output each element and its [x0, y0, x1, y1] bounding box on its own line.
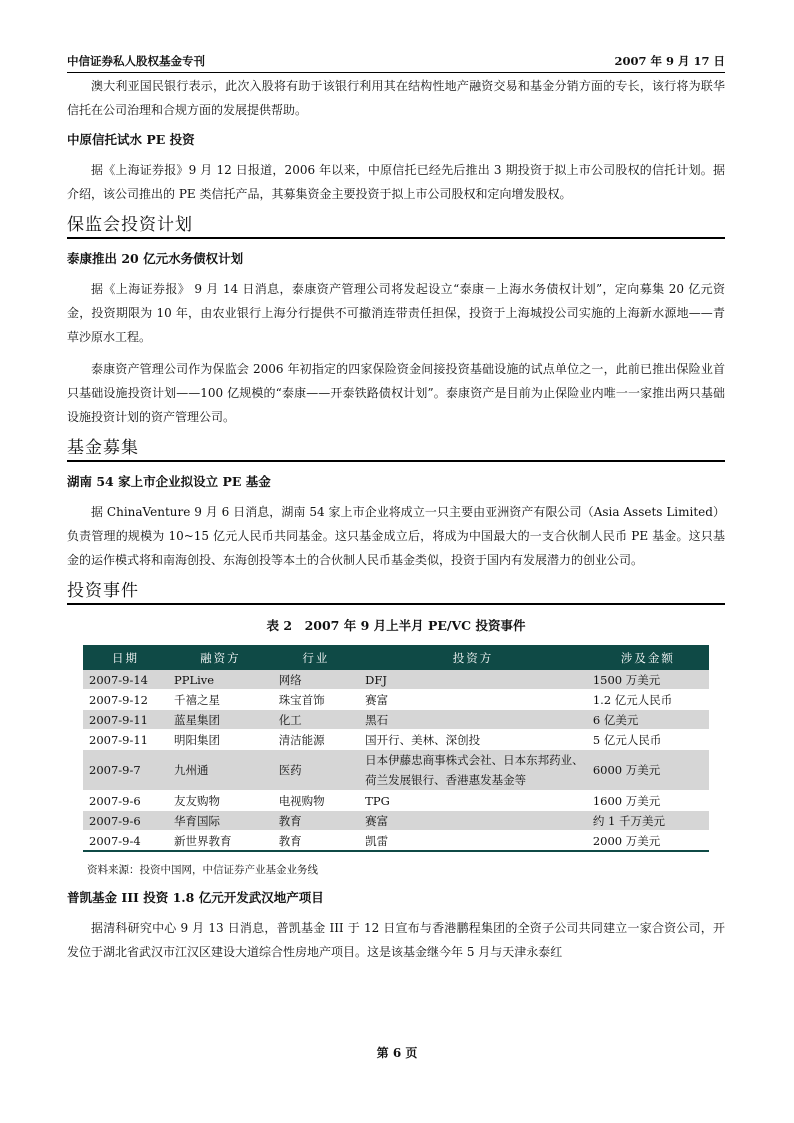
- column-header-date: 日期: [83, 645, 168, 670]
- cell-company: PPLive: [168, 670, 273, 690]
- table-row: [83, 811, 709, 831]
- table-row: [83, 710, 709, 730]
- header-title: 中信证券私人股权基金专刊: [67, 54, 205, 68]
- table-caption: 表 2 2007 年 9 月上半月 PE/VC 投资事件: [266, 618, 526, 633]
- cell-amount: 5 亿元人民币: [587, 730, 709, 750]
- paragraph-taikang-1: 据《上海证券报》 9 月 14 日消息，泰康资产管理公司将发起设立“泰康－上海水务债权计划”，定向募集 20 亿元资金，投资期限为 10 年，由农业银行上海分行提供不可撤消连带责任担保，投资于上海城投公司实施的上海新水源地——青草沙原水工程。: [67, 282, 725, 344]
- paragraph-hunan: 据 ChinaVenture 9 月 6 日消息，湖南 54 家上市企业将成立一只主要由亚洲资产有限公司（Asia Assets Limited）负责管理的规模为 10~15 亿元人民币共同基金。这只基金成立后，将成为中国最大的一支合伙制人民币 PE 基金。这只基金的运作模式将和南海创投、东海创投等本土的合伙制人民币基金类似，投资于国内有发展潜力的创业公司。: [67, 505, 725, 567]
- cell-amount: 1.2 亿元人民币: [587, 690, 709, 710]
- cell-industry: 教育: [273, 831, 359, 852]
- cell-investor: 凯雷: [359, 831, 587, 852]
- cell-investor: TPG: [359, 791, 587, 811]
- paragraph-puhkai: 据清科研究中心 9 月 13 日消息，普凯基金 III 于 12 日宣布与香港鹏程集团的全资子公司共同建立一家合资公司，开发位于湖北省武汉市江汉区建设大道综合性房地产项目。这是该基金继今年 5 月与天津永泰红: [67, 921, 725, 959]
- cell-amount: 约 1 千万美元: [587, 811, 709, 831]
- page-number: 第 6 页: [376, 1046, 418, 1060]
- cell-amount: 6 亿美元: [587, 710, 709, 730]
- cell-company: 千禧之星: [168, 690, 273, 710]
- table-row: [83, 690, 709, 710]
- cell-investor: 赛富: [359, 690, 587, 710]
- cell-amount: 6000 万美元: [587, 750, 709, 791]
- cell-industry: 化工: [273, 710, 359, 730]
- cell-investor: 赛富: [359, 811, 587, 831]
- cell-date: 2007-9-6: [83, 811, 168, 831]
- cell-amount: 2000 万美元: [587, 831, 709, 852]
- cell-amount: 1500 万美元: [587, 670, 709, 690]
- table-row: [83, 831, 709, 852]
- cell-company: 明阳集团: [168, 730, 273, 750]
- cell-company: 蓝星集团: [168, 710, 273, 730]
- heading-zhongyuan: 中原信托试水 PE 投资: [67, 132, 195, 147]
- cell-date: 2007-9-11: [83, 730, 168, 750]
- cell-industry: 网络: [273, 670, 359, 690]
- section-insurance: 保监会投资计划: [67, 214, 725, 239]
- cell-date: 2007-9-12: [83, 690, 168, 710]
- cell-date: 2007-9-11: [83, 710, 168, 730]
- cell-investor: 黑石: [359, 710, 587, 730]
- section-fundraising: 基金募集: [67, 437, 725, 462]
- column-header-company: 融资方: [168, 645, 273, 670]
- section-investment: 投资事件: [67, 580, 725, 605]
- cell-industry: 电视购物: [273, 791, 359, 811]
- page-header: [67, 54, 725, 73]
- cell-date: 2007-9-14: [83, 670, 168, 690]
- table-source: 资料来源：投资中国网，中信证券产业基金业务线: [87, 864, 318, 876]
- table-row: [83, 730, 709, 750]
- table-row: [83, 670, 709, 690]
- cell-industry: 珠宝首饰: [273, 690, 359, 710]
- column-header-investor: 投资方: [359, 645, 587, 670]
- cell-amount: 1600 万美元: [587, 791, 709, 811]
- paragraph-nab: 澳大利亚国民银行表示，此次入股将有助于该银行利用其在结构性地产融资交易和基金分销方面的专长，该行将为联华信托在公司治理和合规方面的发展提供帮助。: [67, 79, 725, 117]
- heading-taikang: 泰康推出 20 亿元水务债权计划: [67, 251, 244, 266]
- table-row: [83, 791, 709, 811]
- heading-puhkai: 普凯基金 III 投资 1.8 亿元开发武汉地产项目: [67, 890, 324, 905]
- page-content: [67, 76, 725, 964]
- cell-company: 新世界教育: [168, 831, 273, 852]
- cell-industry: 教育: [273, 811, 359, 831]
- heading-hunan: 湖南 54 家上市企业拟设立 PE 基金: [67, 474, 271, 489]
- cell-date: 2007-9-4: [83, 831, 168, 852]
- cell-industry: 清洁能源: [273, 730, 359, 750]
- cell-industry: 医药: [273, 750, 359, 791]
- cell-company: 九州通: [168, 750, 273, 791]
- cell-investor: 国开行、美林、深创投: [359, 730, 587, 750]
- cell-company: 华育国际: [168, 811, 273, 831]
- paragraph-taikang-2: 泰康资产管理公司作为保监会 2006 年初指定的四家保险资金间接投资基础设施的试点单位之一，此前已推出保险业首只基础设施投资计划——100 亿规模的“泰康——开泰铁路债权计划”。泰康资产是目前为止保险业内唯一一家推出两只基础设施投资计划的资产管理公司。: [67, 362, 725, 424]
- investment-table: [83, 645, 709, 852]
- cell-date: 2007-9-6: [83, 791, 168, 811]
- header-date: 2007 年 9 月 17 日: [614, 54, 725, 68]
- table-row: [83, 750, 709, 791]
- cell-investor: DFJ: [359, 670, 587, 690]
- cell-investor: 日本伊藤忠商事株式会社、日本东邦药业、荷兰发展银行、香港惠发基金等: [359, 750, 587, 791]
- cell-date: 2007-9-7: [83, 750, 168, 791]
- cell-company: 友友购物: [168, 791, 273, 811]
- column-header-industry: 行业: [273, 645, 359, 670]
- paragraph-zhongyuan: 据《上海证券报》9 月 12 日报道，2006 年以来，中原信托已经先后推出 3 期投资于拟上市公司股权的信托计划。据介绍，该公司推出的 PE 类信托产品，其募集资金主要投资于拟上市公司股权和定向增发股权。: [67, 163, 725, 201]
- column-header-amount: 涉及金额: [587, 645, 709, 670]
